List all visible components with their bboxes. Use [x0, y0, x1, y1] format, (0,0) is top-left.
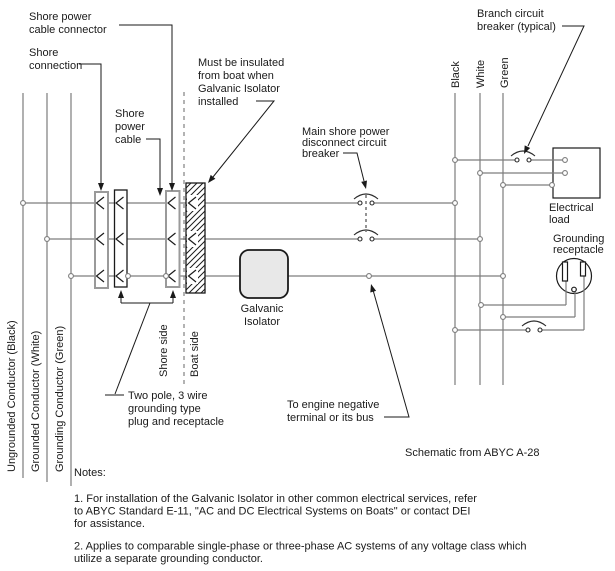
- branch-breaker-leader: [528, 26, 584, 146]
- arrowhead: [170, 290, 176, 298]
- main-disconnect-leader: [343, 153, 364, 181]
- cable-connector-leader: [119, 25, 172, 183]
- label-must-be-insulated: Must be insulated: [198, 57, 285, 69]
- label-two-pole-plug: Two pole, 3 wire: [128, 390, 208, 402]
- svg-text:breaker: breaker: [302, 148, 340, 160]
- label-electrical-load: Electrical: [549, 202, 594, 214]
- note-1: 1. For installation of the Galvanic Isolator in other common electrical services, refer: [74, 493, 477, 505]
- label-wire-green: Green: [499, 57, 511, 88]
- svg-text:cable: cable: [115, 134, 142, 146]
- label-shore-power-cable: Shore: [115, 108, 145, 120]
- svg-text:connection: connection: [29, 60, 83, 72]
- svg-text:load: load: [549, 214, 570, 226]
- main-disconnect-breaker-symbol: [354, 194, 378, 241]
- svg-text:cable connector: cable connector: [29, 24, 107, 36]
- plug-label-leader: [115, 303, 150, 394]
- shore-power-cable-leader: [146, 139, 160, 188]
- label-wire-black: Black: [450, 61, 462, 88]
- svg-text:to ABYC Standard E-11, "AC an: to ABYC Standard E-11, "AC and DC Electrical Systems on Boats" or contact DEI: [74, 505, 471, 518]
- svg-text:Galvanic Isolator: Galvanic Isolator: [198, 83, 280, 95]
- label-ungrounded-conductor: Ungrounded Conductor (Black): [6, 320, 18, 472]
- label-wire-white: White: [475, 59, 487, 88]
- label-grounding-conductor: Grounding Conductor (Green): [54, 325, 66, 472]
- svg-text:receptacle: receptacle: [553, 244, 604, 256]
- svg-text:Isolator: Isolator: [243, 316, 281, 328]
- arrowhead: [361, 181, 367, 190]
- arrowhead: [157, 188, 163, 196]
- receptacle-neutral-slot: [563, 262, 568, 281]
- receptacle-hot-slot: [581, 262, 586, 276]
- engine-ground-leader: [373, 290, 409, 417]
- label-boat-side: Boat side: [189, 331, 201, 377]
- receptacle-ground-pin: [572, 287, 577, 292]
- arrowhead: [169, 183, 175, 191]
- label-shore-power-cable-connector: Shore power: [29, 11, 92, 23]
- svg-text:grounding type: grounding type: [128, 403, 201, 415]
- arrowhead: [370, 284, 376, 293]
- notes-heading: Notes:: [74, 467, 106, 479]
- label-schematic-source: Schematic from ABYC A-28: [405, 447, 540, 459]
- label-shore-side: Shore side: [158, 324, 170, 377]
- svg-text:disconnect circuit: disconnect circuit: [302, 137, 387, 149]
- svg-text:terminal or its bus: terminal or its bus: [287, 412, 374, 424]
- galvanic-isolator-symbol: [240, 250, 288, 298]
- label-grounding-receptacle: Grounding: [553, 233, 605, 245]
- must-be-insulated-leader: [213, 101, 274, 177]
- svg-text:from boat when: from boat when: [198, 70, 274, 82]
- receptacle-breaker-symbol: [522, 321, 546, 332]
- label-grounded-conductor: Grounded Conductor (White): [30, 330, 42, 472]
- shore-connection-leader: [79, 64, 101, 183]
- label-galvanic-isolator: Galvanic: [240, 303, 284, 315]
- svg-text:plug and receptacle: plug and receptacle: [128, 416, 225, 428]
- arrowhead: [118, 290, 124, 298]
- note-2: 2. Applies to comparable single-phase or three-phase AC systems of any voltage class which: [74, 540, 527, 553]
- label-main-disconnect: Main shore power: [302, 126, 390, 138]
- svg-text:for assistance.: for assistance.: [74, 518, 145, 530]
- svg-text:breaker (typical): breaker (typical): [477, 21, 556, 33]
- arrowhead: [98, 183, 104, 191]
- svg-text:installed: installed: [198, 96, 239, 108]
- notes-section: [74, 467, 526, 565]
- label-branch-breaker: Branch circuit: [477, 8, 544, 20]
- svg-text:utilize a separate grounding c: utilize a separate grounding conductor.: [74, 553, 263, 565]
- label-to-engine: To engine negative: [287, 399, 380, 411]
- branch-breaker-symbol: [511, 151, 535, 162]
- label-shore-connection: Shore: [29, 47, 59, 59]
- svg-text:power: power: [115, 121, 145, 133]
